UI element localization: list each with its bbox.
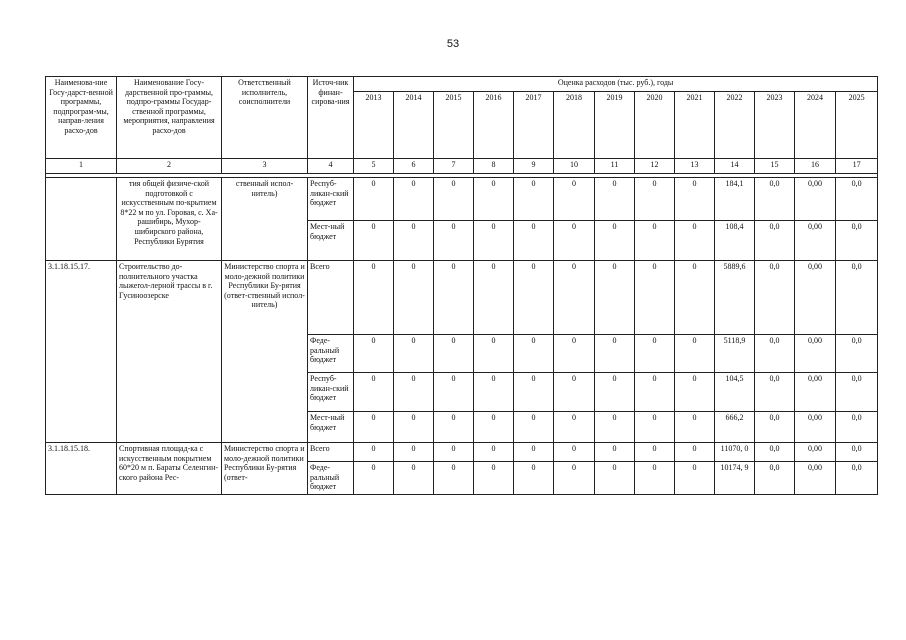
value-cell: 0 — [434, 443, 474, 462]
item-title: тия общей физиче-ской подготовкой с искусственным по-крытием 8*22 м по ул. Горовая, с. Ха-рашибирь, Мухор-шибирского района, Республики Бурятия — [117, 178, 222, 261]
value-cell: 5889,6 — [715, 261, 755, 335]
value-cell: 0 — [595, 443, 635, 462]
col-header-name: Наименова-ние Госу-дарст-венной программы, подпрограм-мы, направ-ления расхо-дов — [46, 77, 117, 159]
year-header: 2013 — [354, 92, 394, 159]
funding-source: Респуб-ликан-ский бюджет — [308, 178, 354, 221]
column-number: 10 — [554, 159, 595, 174]
year-header: 2024 — [795, 92, 836, 159]
value-cell: 0 — [675, 261, 715, 335]
value-cell: 0,0 — [836, 178, 878, 221]
value-cell: 0,00 — [795, 178, 836, 221]
year-header: 2018 — [554, 92, 595, 159]
value-cell: 0 — [434, 261, 474, 335]
column-number: 12 — [635, 159, 675, 174]
value-cell: 0 — [474, 335, 514, 373]
col-header-estimate: Оценка расходов (тыс. руб.), годы — [354, 77, 878, 92]
value-cell: 0 — [514, 178, 554, 221]
value-cell: 0 — [554, 178, 595, 221]
value-cell: 0 — [394, 373, 434, 412]
column-number-row — [46, 159, 878, 174]
value-cell: 0,0 — [836, 462, 878, 495]
value-cell: 0 — [554, 261, 595, 335]
value-cell: 0 — [354, 443, 394, 462]
value-cell: 0,00 — [795, 221, 836, 261]
value-cell: 0,0 — [755, 178, 795, 221]
item-title: Спортивная площад-ка с искусственным покрытием 60*20 м п. Бараты Селенгин-ского района Рес- — [117, 443, 222, 495]
value-cell: 0 — [354, 412, 394, 443]
value-cell: 0 — [554, 412, 595, 443]
year-header: 2025 — [836, 92, 878, 159]
column-number: 5 — [354, 159, 394, 174]
funding-source: Феде-ральный бюджет — [308, 462, 354, 495]
value-cell: 0 — [554, 221, 595, 261]
value-cell: 0 — [474, 261, 514, 335]
column-number: 7 — [434, 159, 474, 174]
value-cell: 0 — [675, 221, 715, 261]
year-header: 2017 — [514, 92, 554, 159]
value-cell: 0,0 — [755, 443, 795, 462]
value-cell: 0 — [394, 261, 434, 335]
column-number: 13 — [675, 159, 715, 174]
value-cell: 0 — [434, 412, 474, 443]
value-cell: 0 — [434, 178, 474, 221]
value-cell: 0,0 — [836, 221, 878, 261]
column-number: 8 — [474, 159, 514, 174]
item-code — [46, 178, 117, 261]
value-cell: 0 — [595, 261, 635, 335]
value-cell: 10174, 9 — [715, 462, 755, 495]
value-cell: 11070, 0 — [715, 443, 755, 462]
col-header-source: Источ-ник финан-сирова-ния — [308, 77, 354, 159]
item-title: Строительство до-полнительного участка лыжеrол-лерной трассы в г. Гусиноозерске — [117, 261, 222, 443]
header-row — [46, 77, 878, 92]
value-cell: 0 — [474, 373, 514, 412]
value-cell: 0 — [635, 221, 675, 261]
column-number: 2 — [117, 159, 222, 174]
column-number: 9 — [514, 159, 554, 174]
column-number: 15 — [755, 159, 795, 174]
item-code: 3.1.18.15.18. — [46, 443, 117, 495]
value-cell: 0 — [394, 178, 434, 221]
value-cell: 0,0 — [755, 221, 795, 261]
value-cell: 0,0 — [836, 412, 878, 443]
value-cell: 0 — [675, 335, 715, 373]
year-header: 2019 — [595, 92, 635, 159]
value-cell: 0 — [434, 335, 474, 373]
value-cell: 0 — [434, 462, 474, 495]
year-header: 2016 — [474, 92, 514, 159]
value-cell: 0 — [554, 373, 595, 412]
item-executor: ственный испол-нитель) — [222, 178, 308, 261]
value-cell: 0 — [434, 221, 474, 261]
value-cell: 0 — [354, 373, 394, 412]
value-cell: 0,0 — [836, 261, 878, 335]
table-row — [46, 178, 878, 221]
value-cell: 5118,9 — [715, 335, 755, 373]
value-cell: 0 — [675, 178, 715, 221]
table-row — [46, 261, 878, 335]
value-cell: 0,0 — [755, 462, 795, 495]
funding-source: Мест-ный бюджет — [308, 412, 354, 443]
funding-source: Всего — [308, 261, 354, 335]
value-cell: 0,0 — [836, 443, 878, 462]
value-cell: 0 — [514, 261, 554, 335]
value-cell: 0 — [474, 412, 514, 443]
value-cell: 0 — [595, 412, 635, 443]
table-row — [46, 443, 878, 462]
year-header: 2014 — [394, 92, 434, 159]
value-cell: 0,0 — [755, 373, 795, 412]
column-number: 4 — [308, 159, 354, 174]
value-cell: 0 — [514, 443, 554, 462]
value-cell: 0,0 — [836, 335, 878, 373]
value-cell: 104,5 — [715, 373, 755, 412]
value-cell: 0 — [554, 462, 595, 495]
budget-table — [45, 76, 878, 495]
year-header: 2021 — [675, 92, 715, 159]
value-cell: 0 — [514, 221, 554, 261]
value-cell: 108,4 — [715, 221, 755, 261]
value-cell: 0 — [474, 462, 514, 495]
value-cell: 0 — [675, 462, 715, 495]
value-cell: 0 — [635, 443, 675, 462]
value-cell: 0 — [394, 335, 434, 373]
value-cell: 0,00 — [795, 462, 836, 495]
value-cell: 0,00 — [795, 373, 836, 412]
value-cell: 0 — [635, 412, 675, 443]
value-cell: 0 — [474, 443, 514, 462]
value-cell: 0 — [514, 462, 554, 495]
value-cell: 0 — [595, 462, 635, 495]
value-cell: 0 — [354, 335, 394, 373]
item-code: 3.1.18.15.17. — [46, 261, 117, 443]
funding-source: Респуб-ликан-ский бюджет — [308, 373, 354, 412]
value-cell: 0 — [635, 373, 675, 412]
col-header-executor: Ответственный исполнитель, соисполнители — [222, 77, 308, 159]
funding-source: Мест-ный бюджет — [308, 221, 354, 261]
value-cell: 0,0 — [755, 335, 795, 373]
value-cell: 0 — [514, 335, 554, 373]
value-cell: 0,00 — [795, 443, 836, 462]
column-number: 3 — [222, 159, 308, 174]
value-cell: 0 — [474, 221, 514, 261]
column-number: 1 — [46, 159, 117, 174]
item-executor: Министерство спорта и моло-дежной политики Республики Бу-рятия (ответ-ственный испол-нитель) — [222, 261, 308, 443]
value-cell: 0 — [354, 462, 394, 495]
column-number: 11 — [595, 159, 635, 174]
value-cell: 0 — [675, 443, 715, 462]
value-cell: 0 — [675, 412, 715, 443]
column-number: 16 — [795, 159, 836, 174]
value-cell: 0 — [595, 373, 635, 412]
value-cell: 0 — [394, 462, 434, 495]
value-cell: 0 — [554, 335, 595, 373]
value-cell: 0 — [394, 412, 434, 443]
value-cell: 0 — [514, 412, 554, 443]
value-cell: 666,2 — [715, 412, 755, 443]
value-cell: 0,0 — [755, 261, 795, 335]
value-cell: 0 — [675, 373, 715, 412]
value-cell: 0 — [635, 261, 675, 335]
value-cell: 0,00 — [795, 412, 836, 443]
item-executor: Министерство спорта и моло-дежной политики Республики Бу-рятия (ответ- — [222, 443, 308, 495]
year-header: 2015 — [434, 92, 474, 159]
funding-source: Феде-ральный бюджет — [308, 335, 354, 373]
year-header: 2023 — [755, 92, 795, 159]
value-cell: 0 — [474, 178, 514, 221]
value-cell: 0 — [394, 443, 434, 462]
value-cell: 0 — [514, 373, 554, 412]
value-cell: 0,0 — [836, 373, 878, 412]
year-header: 2022 — [715, 92, 755, 159]
value-cell: 184,1 — [715, 178, 755, 221]
value-cell: 0 — [635, 335, 675, 373]
value-cell: 0 — [354, 178, 394, 221]
value-cell: 0 — [595, 221, 635, 261]
value-cell: 0 — [554, 443, 595, 462]
column-number: 14 — [715, 159, 755, 174]
value-cell: 0 — [354, 261, 394, 335]
value-cell: 0,00 — [795, 335, 836, 373]
value-cell: 0 — [434, 373, 474, 412]
value-cell: 0 — [595, 178, 635, 221]
value-cell: 0 — [595, 335, 635, 373]
value-cell: 0 — [394, 221, 434, 261]
value-cell: 0,0 — [755, 412, 795, 443]
year-header: 2020 — [635, 92, 675, 159]
column-number: 6 — [394, 159, 434, 174]
funding-source: Всего — [308, 443, 354, 462]
column-number: 17 — [836, 159, 878, 174]
value-cell: 0 — [635, 178, 675, 221]
value-cell: 0 — [354, 221, 394, 261]
value-cell: 0,00 — [795, 261, 836, 335]
col-header-program: Наименование Госу-дарственной про-граммы, подпро-граммы Государ-ственной программы, мероприятия, направления расхо-дов — [117, 77, 222, 159]
page-number: 53 — [446, 38, 460, 50]
value-cell: 0 — [635, 462, 675, 495]
